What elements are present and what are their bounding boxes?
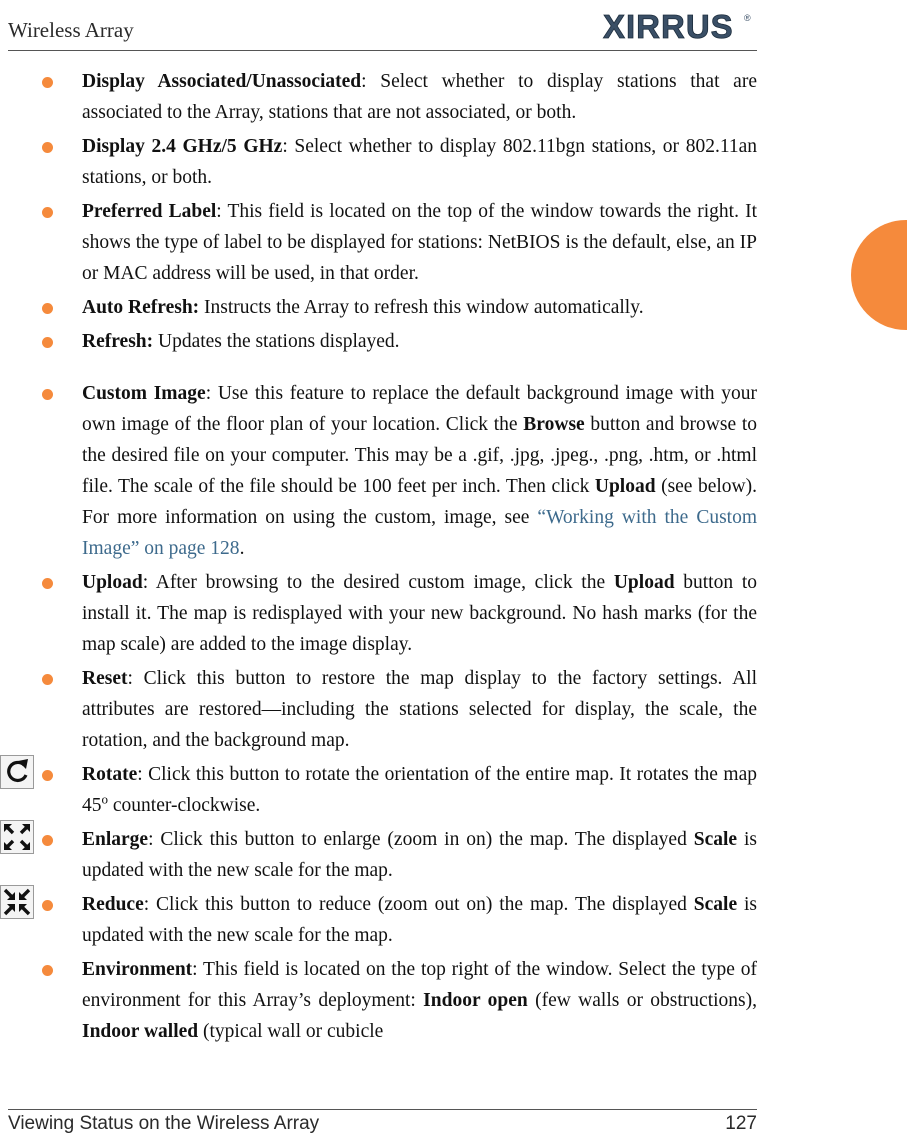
bullet-icon — [42, 965, 53, 976]
list-item — [42, 326, 757, 357]
bullet-icon — [42, 389, 53, 400]
reduce-icon — [0, 885, 34, 919]
footer-divider — [8, 1109, 757, 1110]
item-term: Custom Image — [82, 383, 206, 404]
item-text: . — [239, 538, 245, 559]
bullet-icon — [42, 900, 53, 911]
keyword-upload: Upload — [594, 476, 656, 497]
item-text: : Click this button to reduce (zoom out on) the map. The displayed — [143, 894, 694, 915]
item-term: Reduce — [82, 894, 144, 915]
bullet-icon — [42, 770, 53, 781]
chapter-tab-marker — [851, 220, 907, 330]
item-term: Display Associated/Unassociated — [82, 71, 362, 92]
bullet-icon — [42, 337, 53, 348]
enlarge-icon — [0, 820, 34, 854]
item-term: Rotate — [82, 764, 138, 785]
bullet-icon — [42, 303, 53, 314]
bullet-icon — [42, 142, 53, 153]
item-term: Auto Refresh: — [82, 297, 200, 318]
keyword-scale: Scale — [693, 894, 738, 915]
keyword-indoor-open: Indoor open — [423, 990, 528, 1011]
item-term: Enlarge — [82, 829, 149, 850]
bullet-icon — [42, 578, 53, 589]
list-item — [42, 663, 757, 756]
page-header-title: Wireless Array — [8, 18, 134, 42]
item-text: : This field is located on the top of the window towards the right. It shows the type of label to be displayed for stations: NetBIOS is the default, else, an IP or MAC address will be used, in that order. — [82, 201, 758, 284]
item-text: button to install it. The map is redisplayed with your new background. No hash marks (for the map scale) are added to the image display. — [82, 572, 757, 655]
item-term: Display 2.4 GHz/5 GHz — [82, 136, 283, 157]
item-text: button and browse to the desired file on your computer. This may be a .gif, .jpg, .jpeg., .png, .htm, or .html file. The scale of the file should be 100 feet per inch. Then click — [82, 414, 757, 497]
item-text: : After browsing to the desired custom image, click the — [142, 572, 614, 593]
degree-superscript: o — [101, 791, 108, 807]
item-term: Preferred Label — [82, 201, 217, 222]
bullet-icon — [42, 835, 53, 846]
rotate-icon — [0, 755, 34, 789]
item-text: Updates the stations displayed. — [153, 331, 400, 352]
item-text: : Click this button to rotate the orientation of the entire map. It rotates the map 45 — [82, 764, 757, 816]
list-item — [42, 954, 757, 1047]
item-term: Upload — [82, 572, 143, 593]
item-text: : Click this button to restore the map display to the factory settings. All attributes are restored—including the stations selected for display, the scale, the rotation, and the background map. — [82, 668, 757, 751]
item-text: Instructs the Array to refresh this window automatically. — [199, 297, 644, 318]
document-body — [42, 66, 757, 1047]
keyword-browse: Browse — [523, 414, 585, 435]
keyword-scale: Scale — [693, 829, 738, 850]
list-item — [42, 66, 757, 128]
bullet-icon — [42, 674, 53, 685]
item-text: is updated with the new scale for the map. — [82, 894, 758, 946]
bullet-icon — [42, 207, 53, 218]
item-text: : Click this button to enlarge (zoom in on) the map. The displayed — [148, 829, 694, 850]
bullet-icon — [42, 77, 53, 88]
logo-registered-mark: ® — [744, 13, 751, 23]
page-number: 127 — [725, 1113, 757, 1134]
item-text: : Use this feature to replace the default background image with your own image of the floor plan of your location. Click the — [82, 383, 757, 435]
keyword-indoor-walled: Indoor walled — [82, 1021, 199, 1042]
item-text: : This field is located on the top right of the window. Select the type of environment for this Array’s deployment: — [82, 959, 757, 1011]
item-term: Environment — [82, 959, 193, 980]
logo-wordmark: XIRRUS — [603, 8, 734, 44]
list-item — [42, 378, 757, 564]
item-text: : Select whether to display stations that are associated to the Array, stations that are not associated, or both. — [82, 71, 757, 123]
list-item — [42, 889, 757, 951]
item-text: (few walls or obstructions), — [527, 990, 757, 1011]
list-item — [42, 567, 757, 660]
item-text: is updated with the new scale for the map. — [82, 829, 757, 881]
footer-section-title: Viewing Status on the Wireless Array — [8, 1113, 320, 1134]
list-item — [42, 824, 757, 886]
item-text: (see below). For more information on using the custom, image, see — [82, 476, 758, 528]
item-term: Refresh: — [82, 331, 154, 352]
list-item — [42, 131, 757, 193]
xirrus-logo — [601, 4, 753, 44]
list-item — [42, 196, 757, 289]
header-divider — [8, 50, 757, 51]
item-text: counter-clockwise. — [108, 795, 261, 816]
list-item — [42, 759, 757, 821]
item-text: (typical wall or cubicle — [198, 1021, 384, 1042]
keyword-upload: Upload — [613, 572, 675, 593]
cross-reference-link[interactable]: “Working with the Custom Image” on page 128 — [82, 507, 757, 559]
list-item — [42, 292, 757, 323]
item-term: Reset — [82, 668, 128, 689]
item-text: : Select whether to display 802.11bgn stations, or 802.11an stations, or both. — [82, 136, 757, 188]
